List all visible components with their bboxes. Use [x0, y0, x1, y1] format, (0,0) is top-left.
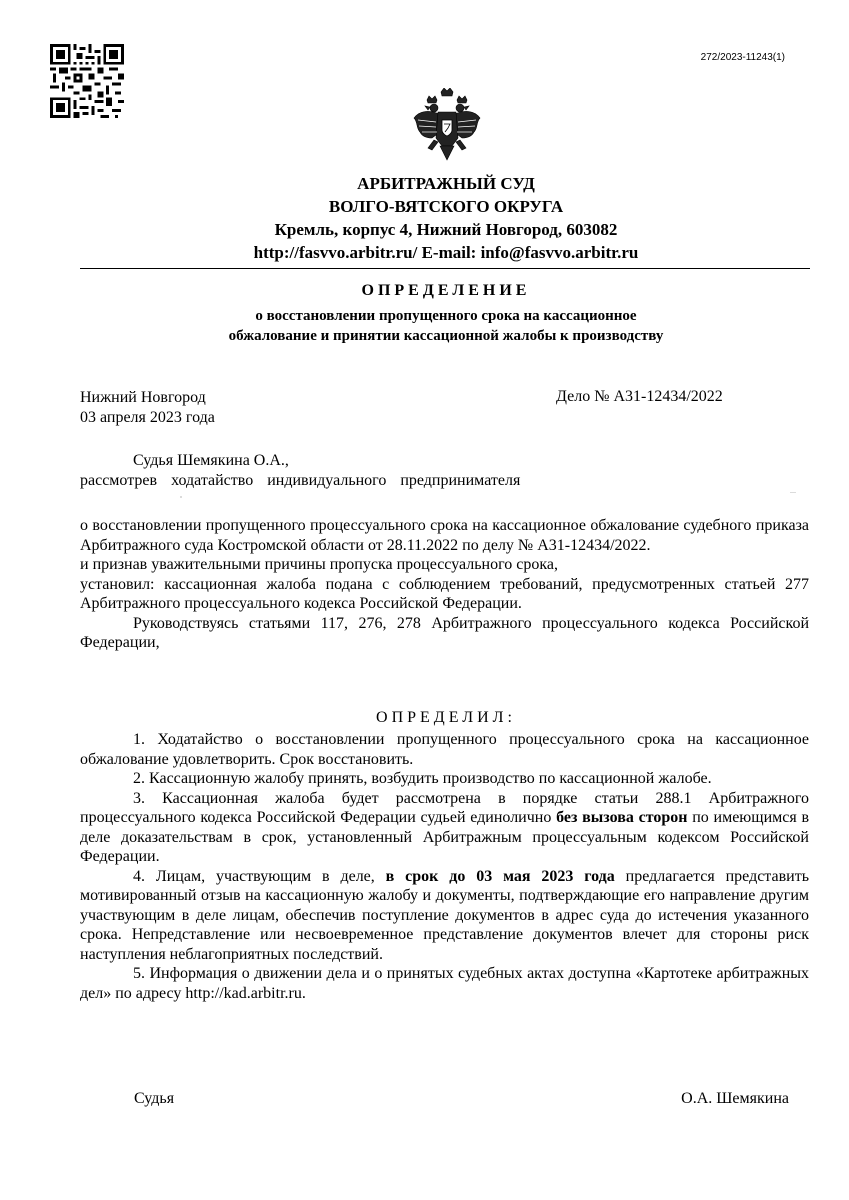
- ruling-heading: ОПРЕДЕЛИЛ:: [376, 709, 516, 726]
- court-name-line1: АРБИТРАЖНЫЙ СУД: [357, 174, 535, 193]
- signature-name: О.А. Шемякина: [681, 1090, 789, 1107]
- recognized-paragraph: и признав уважительными причины пропуска процессуального срока,: [80, 556, 558, 573]
- ruling-item-4-deadline: в срок до 03 мая 2023 года: [385, 867, 615, 885]
- ruling-item-4: [80, 867, 809, 965]
- ruling-item-4-text-a: 4. Лицам, участвующим в деле,: [133, 867, 386, 885]
- city: Нижний Новгород: [80, 389, 206, 406]
- ruling-item-3: [80, 789, 809, 867]
- subtitle-line1: о восстановлении пропущенного срока на кассационное: [255, 308, 637, 324]
- court-name-line2: ВОЛГО-ВЯТСКОГО ОКРУГА: [328, 197, 564, 216]
- document-reference-number: 272/2023-11243(1): [700, 52, 785, 63]
- ruling-item-1: 1. Ходатайство о восстановлении пропущенного процессуального срока на кассационное обжалование удовлетворить. Срок восстановить.: [80, 731, 809, 768]
- motion-paragraph: о восстановлении пропущенного процессуального срока на кассационное обжалование судебного приказа Арбитражного суда Костромской области от 28.11.2022 по делу № А31-12434/2022.: [80, 517, 809, 554]
- date: 03 апреля 2023 года: [80, 409, 215, 426]
- redaction-mark: [790, 492, 796, 493]
- judge-line: Судья Шемякина О.А.,: [133, 452, 289, 469]
- guided-paragraph: Руководствуясь статьями 117, 276, 278 Арбитражного процессуального кодекса Российской Федерации,: [80, 614, 809, 651]
- intro-section: [80, 451, 809, 490]
- qr-code-icon: [50, 44, 124, 118]
- motion-section: [80, 516, 809, 653]
- considered-line: рассмотрев ходатайство индивидуального предпринимателя: [80, 471, 521, 489]
- place-and-date: [80, 388, 215, 428]
- established-paragraph: установил: кассационная жалоба подана с соблюдением требований, предусмотренных статьей 277 Арбитражного процессуального кодекса Российской Федерации.: [80, 575, 809, 612]
- document-subtitle: [0, 306, 849, 346]
- case-number: Дело № А31-12434/2022: [556, 388, 723, 405]
- ruling-item-4-text-b: предлагается представить мотивированный отзыв на кассационную жалобу и документы, подтверждающие его направление другим участвующим в деле лицам, обеспечив поступление документов в адрес суда до истечения указанного срока. Непредставление или несвоевременное представление документов влечет для стороны риск наступления неблагоприятных последствий.: [80, 867, 810, 963]
- ruling-item-3-text-b: по имеющимся в деле доказательствам в срок, установленный Арбитражным процессуальным кодексом Российской Федерации.: [80, 809, 810, 865]
- ruling-item-2: 2. Кассационную жалобу принять, возбудить производство по кассационной жалобе.: [133, 770, 712, 787]
- coat-of-arms-icon: [412, 88, 482, 164]
- document-title: ОПРЕДЕЛЕНИЕ: [361, 282, 531, 299]
- header-divider: [80, 268, 810, 269]
- ruling-section: [80, 730, 809, 1003]
- signature-role: Судья: [134, 1090, 175, 1107]
- redaction-mark: [180, 496, 182, 498]
- court-contacts: http://fasvvo.arbitr.ru/ E-mail: info@fasvvo.arbitr.ru: [253, 243, 639, 262]
- ruling-item-3-text-a: 3. Кассационная жалоба будет рассмотрена в порядке статьи 288.1 Арбитражного процессуального кодекса Российской Федерации судьей единолично: [80, 789, 809, 826]
- subtitle-line2: обжалование и принятии кассационной жалобы к производству: [228, 328, 664, 344]
- court-address: Кремль, корпус 4, Нижний Новгород, 603082: [274, 220, 618, 239]
- court-header: [0, 172, 849, 264]
- ruling-item-3-emphasis: без вызова сторон: [556, 809, 688, 826]
- ruling-item-5: 5. Информация о движении дела и о принятых судебных актах доступна «Картотеке арбитражных дел» по адресу http://kad.arbitr.ru.: [80, 965, 809, 1002]
